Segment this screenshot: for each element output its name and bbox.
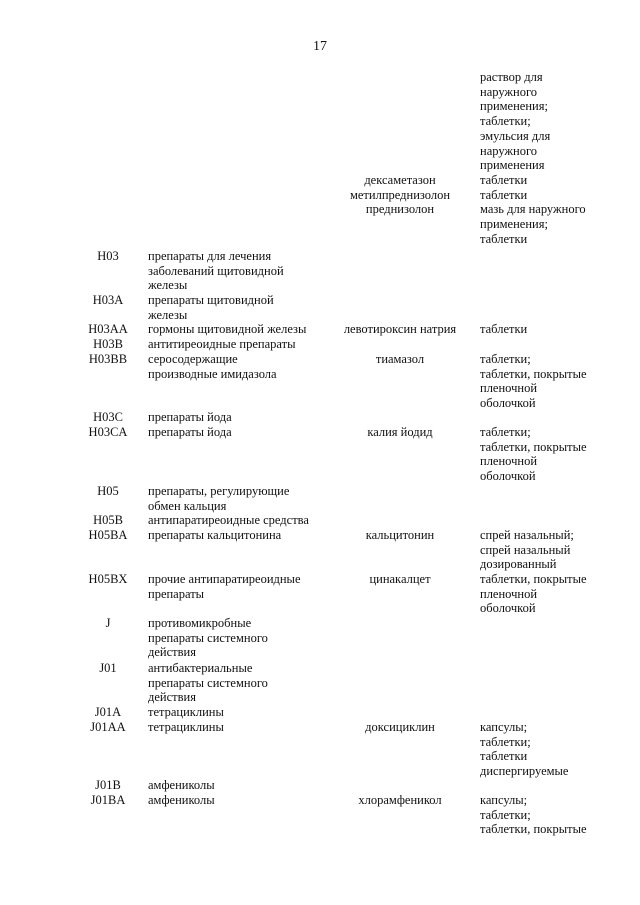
dosage-form-line: таблетки [480,322,528,336]
atc-group-name: препараты кальцитонина [148,528,282,542]
atc-code: J01A [94,705,122,719]
dosage-form-line: капсулы; [480,793,528,807]
atc-code: H03C [93,410,123,424]
atc-group-name [148,484,289,513]
drug-name: тиамазол [375,352,425,366]
dosage-form-line: пленочной [480,586,538,601]
drug-name: калия йодид [367,425,433,439]
atc-code: H05BX [88,572,128,586]
dosage-form-line: оболочкой [480,396,536,411]
dosage-form-line: спрей назальный [480,542,571,557]
group-name-line: действия [148,645,196,660]
atc-group-name: антипаратиреоидные средства [148,513,309,527]
atc-group-name: гормоны щитовидной железы [148,322,307,336]
drug-name: метилпреднизолон [349,187,451,202]
group-name-line: препараты щитовидной [148,293,274,307]
dosage-forms [480,528,574,572]
group-name-line: производные имидазола [148,366,277,381]
dosage-form-line: таблетки, покрытые [480,366,587,381]
dosage-forms [480,793,587,837]
atc-group-name: тетрациклины [148,705,224,719]
atc-group-name: амфениколы [148,778,215,792]
atc-code: H03BB [88,352,128,366]
dosage-form-line: таблетки, покрытые [480,822,587,837]
group-name-line: антибактериальные [148,661,253,675]
atc-code: H05 [97,484,119,498]
dosage-form-line: таблетки, покрытые [480,572,587,586]
top-drug-names [325,173,475,217]
atc-group-name [148,249,284,293]
group-name-line: препараты [148,586,205,601]
group-name-line: заболеваний щитовидной [148,263,284,278]
dosage-form-line: таблетки [480,187,528,202]
drug-name: преднизолон [365,202,435,217]
dosage-forms [480,720,568,779]
dosage-forms [480,322,527,337]
atc-code: J01BA [90,793,126,807]
dosage-form-line: применения; [480,99,548,114]
dosage-form-line: применения; [480,217,548,232]
dosage-form-line: таблетки [480,172,528,187]
dosage-form-line: оболочкой [480,601,536,616]
dosage-form-line: таблетки; [480,734,531,749]
dosage-form-line: диспергируемые [480,764,569,779]
dosage-form-line: таблетки; [480,807,531,822]
group-name-line: препараты, регулирующие [148,484,290,498]
dosage-form-line: пленочной [480,454,538,469]
dosage-form-line: наружного [480,143,538,158]
atc-group-name: амфениколы [148,793,215,807]
atc-group-name [148,661,268,705]
dosage-form-line: таблетки; [480,352,531,366]
dosage-forms [480,572,587,616]
group-name-line: обмен кальция [148,498,227,513]
group-name-line: препараты системного [148,630,268,645]
group-name-line: препараты системного [148,675,268,690]
atc-code: H05B [93,513,123,527]
page-number: 17 [313,39,327,54]
group-name-line: прочие антипаратиреоидные [148,572,301,586]
dosage-form-line: применения [480,158,545,173]
top-dosage-forms [480,70,586,246]
atc-group-name: препараты йода [148,410,232,424]
drug-name: кальцитонин [365,528,435,542]
atc-code: J01B [95,778,121,792]
dosage-form-line: раствор для [480,70,543,84]
dosage-form-line: таблетки [480,749,528,764]
atc-group-name [148,616,268,660]
dosage-form-line: таблетки; [480,425,531,439]
atc-group-name [148,572,301,601]
drug-name: цинакалцет [369,572,431,586]
drug-name: доксициклин [365,720,435,734]
atc-group-name [148,352,277,381]
dosage-form-line: дозированный [480,557,557,572]
atc-group-name [148,293,274,322]
dosage-form-line: оболочкой [480,469,536,484]
atc-code: J [105,616,111,630]
atc-code: H03B [93,337,123,351]
group-name-line: серосодержащие [148,352,238,366]
drug-name: левотироксин натрия [343,322,457,336]
atc-code: J01AA [90,720,126,734]
atc-code: H03CA [88,425,128,439]
atc-code: H03 [97,249,119,263]
atc-group-name: тетрациклины [148,720,224,734]
group-name-line: действия [148,690,196,705]
group-name-line: железы [148,307,188,322]
group-name-line: железы [148,278,188,293]
atc-code: J01 [99,661,117,675]
dosage-form-line: таблетки, покрытые [480,439,587,454]
dosage-forms [480,425,587,484]
group-name-line: препараты для лечения [148,249,272,263]
dosage-form-line: спрей назальный; [480,528,574,542]
drug-name: дексаметазон [364,173,436,187]
dosage-form-line: капсулы; [480,720,528,734]
dosage-form-line: пленочной [480,381,538,396]
dosage-form-line: таблетки [480,231,528,246]
dosage-form-line: наружного [480,84,538,99]
atc-code: H03AA [88,322,128,336]
atc-code: H05BA [88,528,128,542]
dosage-form-line: эмульсия для [480,128,551,143]
group-name-line: противомикробные [148,616,252,630]
atc-group-name: препараты йода [148,425,232,439]
dosage-form-line: мазь для наружного [480,202,586,217]
atc-code: H03A [92,293,124,307]
drug-name: хлорамфеникол [358,793,442,807]
dosage-forms [480,352,587,411]
atc-group-name: антитиреоидные препараты [148,337,296,351]
dosage-form-line: таблетки; [480,114,531,129]
